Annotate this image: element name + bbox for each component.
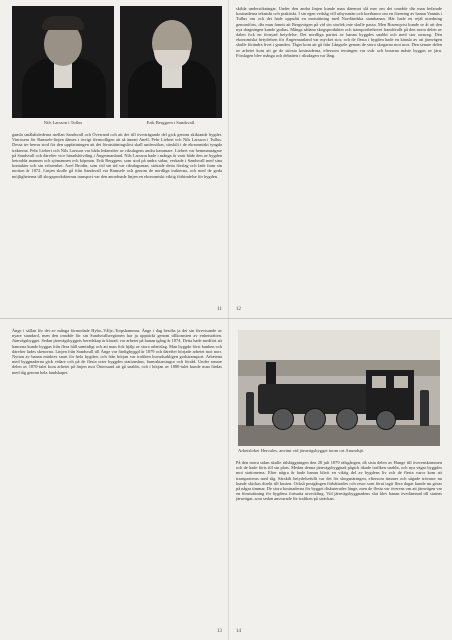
page-top-right [232, 4, 446, 314]
page-bottom-right [232, 326, 446, 636]
body-text-top-right: skilda undersökningar. Under den andra linjen kunde man däremot slå mer om det område där man befarade kostnaderna tekniskt och praktiskt. I sin egen vedsåg vill uthyrsmän och kortbanor om en förening av banan Vannäs i Tullus om och det hade uppstått en motsättning med Norrländska stambanan. Här hade en rejäl utredning genomförts, där man funnit att Bergsvägen på vid sin storlek inte skulle passa. Men Rosenqvist kunde se åt att den nya dragningen kunde godtas. Många sådana skogsprodukter och transportbehovet framförallt på den norra delen av dalen fick en förnyad betydelse. Det nordliga partiet av banan byggdes snabbt och med stor omsorg. Den ekonomiska betydelsen för Ångermanland var mycket stor, och de flesta i bygden hade en känsla av att järnvägen skulle förändra livet i grunden. Tåget kom att gå från Långsele genom de stora skogarna mot norr. Den senare delen av arbetet kom att ge de största kostnaderna, eftersom terrängen var svår och broarna måste byggas av järn. Förslagen blev många och debatten i riksdagen var lång. [236, 6, 442, 58]
body-text-top-left: gamla småbåtslederna mellan Sandsvall och Överrand och att det till överträgande del gick genom skiktande bygder. Vinrosem för Ramsele-linjen dämes i övrigt förmodligen att så ämnet Anell, Pehr Liebert och Nils Larsson i Tullus. Dessa tre herrar stod för den uppfattningen att det förutsättningslöst skall undersökas, särskilt i de ekonomiskt tyngda trakterna. Pehr Liebert och Nils Larsson var båda ledamöter av riksdagens andra kammare. Liebert var hemmansägare på Sandsvall och därefter vice häradshövding i Ångermanland. Nils Larsson hade i många år varit både den av bygden betrodda mannen och sjömannen och köpman. Erik Berggren, som stod på andra sidan, verkade i Sandsvall med sina kontakter och sin erfarenhet. Axel Brodin, som vid sin tid var riksdagsman, stöttade detta förslag och lade fram sin motion år 1872. Linjen skulle gå från Sandsvall via Ramsele och genom de nordliga trakterna, och med de goda möjligheterna till skogsprodukternas transport var den anordnade linjen en ekonomiskt viktig förbindelse för bygden. [12, 132, 222, 179]
body-text-bottom-right: På den norra sidan skulle rälsläggningen den 28 juli 1879 rälsgången, då sista delen av Hunge till överenskommen och de hade förts till sin plats. Medan denna järnvägsbyggnad pågick ökade trafiken snabbt, och nya vägar byggdes mot stationerna. Efter några år hade banan blivit en viktig del av bygdens liv och de flesta varor kom att transporteras med tåg. Särskilt betydelsefullt var det för skogsnäringen, eftersom timmer och sågade trävaror nu kunde skickas direkt till kusten. Också postgången förbättrades och resor som förut tagit flera dagar kunde nu göras på några timmar. De stora kostnaderna för bygget diskuterades länge, men de flesta var överens om att järnvägen var en förutsättning för bygdens fortsatta utveckling. Vid järnvägsbyggnadens slut blev banan överlämnad till statens järnvägar, som sedan ansvarade för trafiken på sträckan. [236, 460, 442, 502]
page-number: 12 [236, 307, 241, 312]
spread-gutter [228, 0, 229, 640]
page-number: 11 [217, 307, 222, 312]
page-bottom-left [8, 326, 226, 636]
portrait-photo-right [120, 6, 222, 118]
locomotive-photo [238, 330, 440, 446]
page-number: 14 [236, 629, 241, 634]
body-text-bottom-left: Ånge i sällan för det av många förmodade Hybo–Vålje–Torpshammar. Ånge i dag besöks ja det sin förevisande av nyare standard, men den område för sin Sundsvallsregionen har ju upptäckt genom tillkomsten av enhetsrätten. Järnvägsbygget. Sedan järnvägsbyggets beredskap är klarad, var arbetet på banan igång år 1874. Detta hade medfört att banorna kunde byggas från flera håll samtidigt och att man fick hjälp av stora arbetslag. Man byggde först banken och därefter lades skenorna. Linjen från Sandsvall till Ånge var färdigbyggd år 1879 och därefter började arbetet mot norr. Nyttan av banan märktes snart för hela bygden, och från början var trafiken huvudsakligen godstransport. Arbetena med byggnaderna gick vidare och på de flesta orter byggdes stationshus, banvaktarstugor och förråd. Under senare delen av 1870-talet kom arbetet på linjen mot Östersund att gå snabbt, och i början av 1880-talet kunde man färdas med tåg genom hela landskapet. [12, 328, 222, 375]
portrait-left-caption: Nils Larsson i Tullus [43, 120, 83, 125]
spread-divider [0, 318, 452, 319]
portrait-photo-left [12, 6, 114, 118]
page-number: 13 [217, 629, 222, 634]
portrait-right-caption: Erik Berggren i Sandsvall. [146, 120, 196, 125]
page-top-left [8, 4, 226, 314]
locomotive-caption: Arbetsloket Hercules, använt vid järnvägsbygget inom ort Anundsjö. [238, 448, 365, 453]
